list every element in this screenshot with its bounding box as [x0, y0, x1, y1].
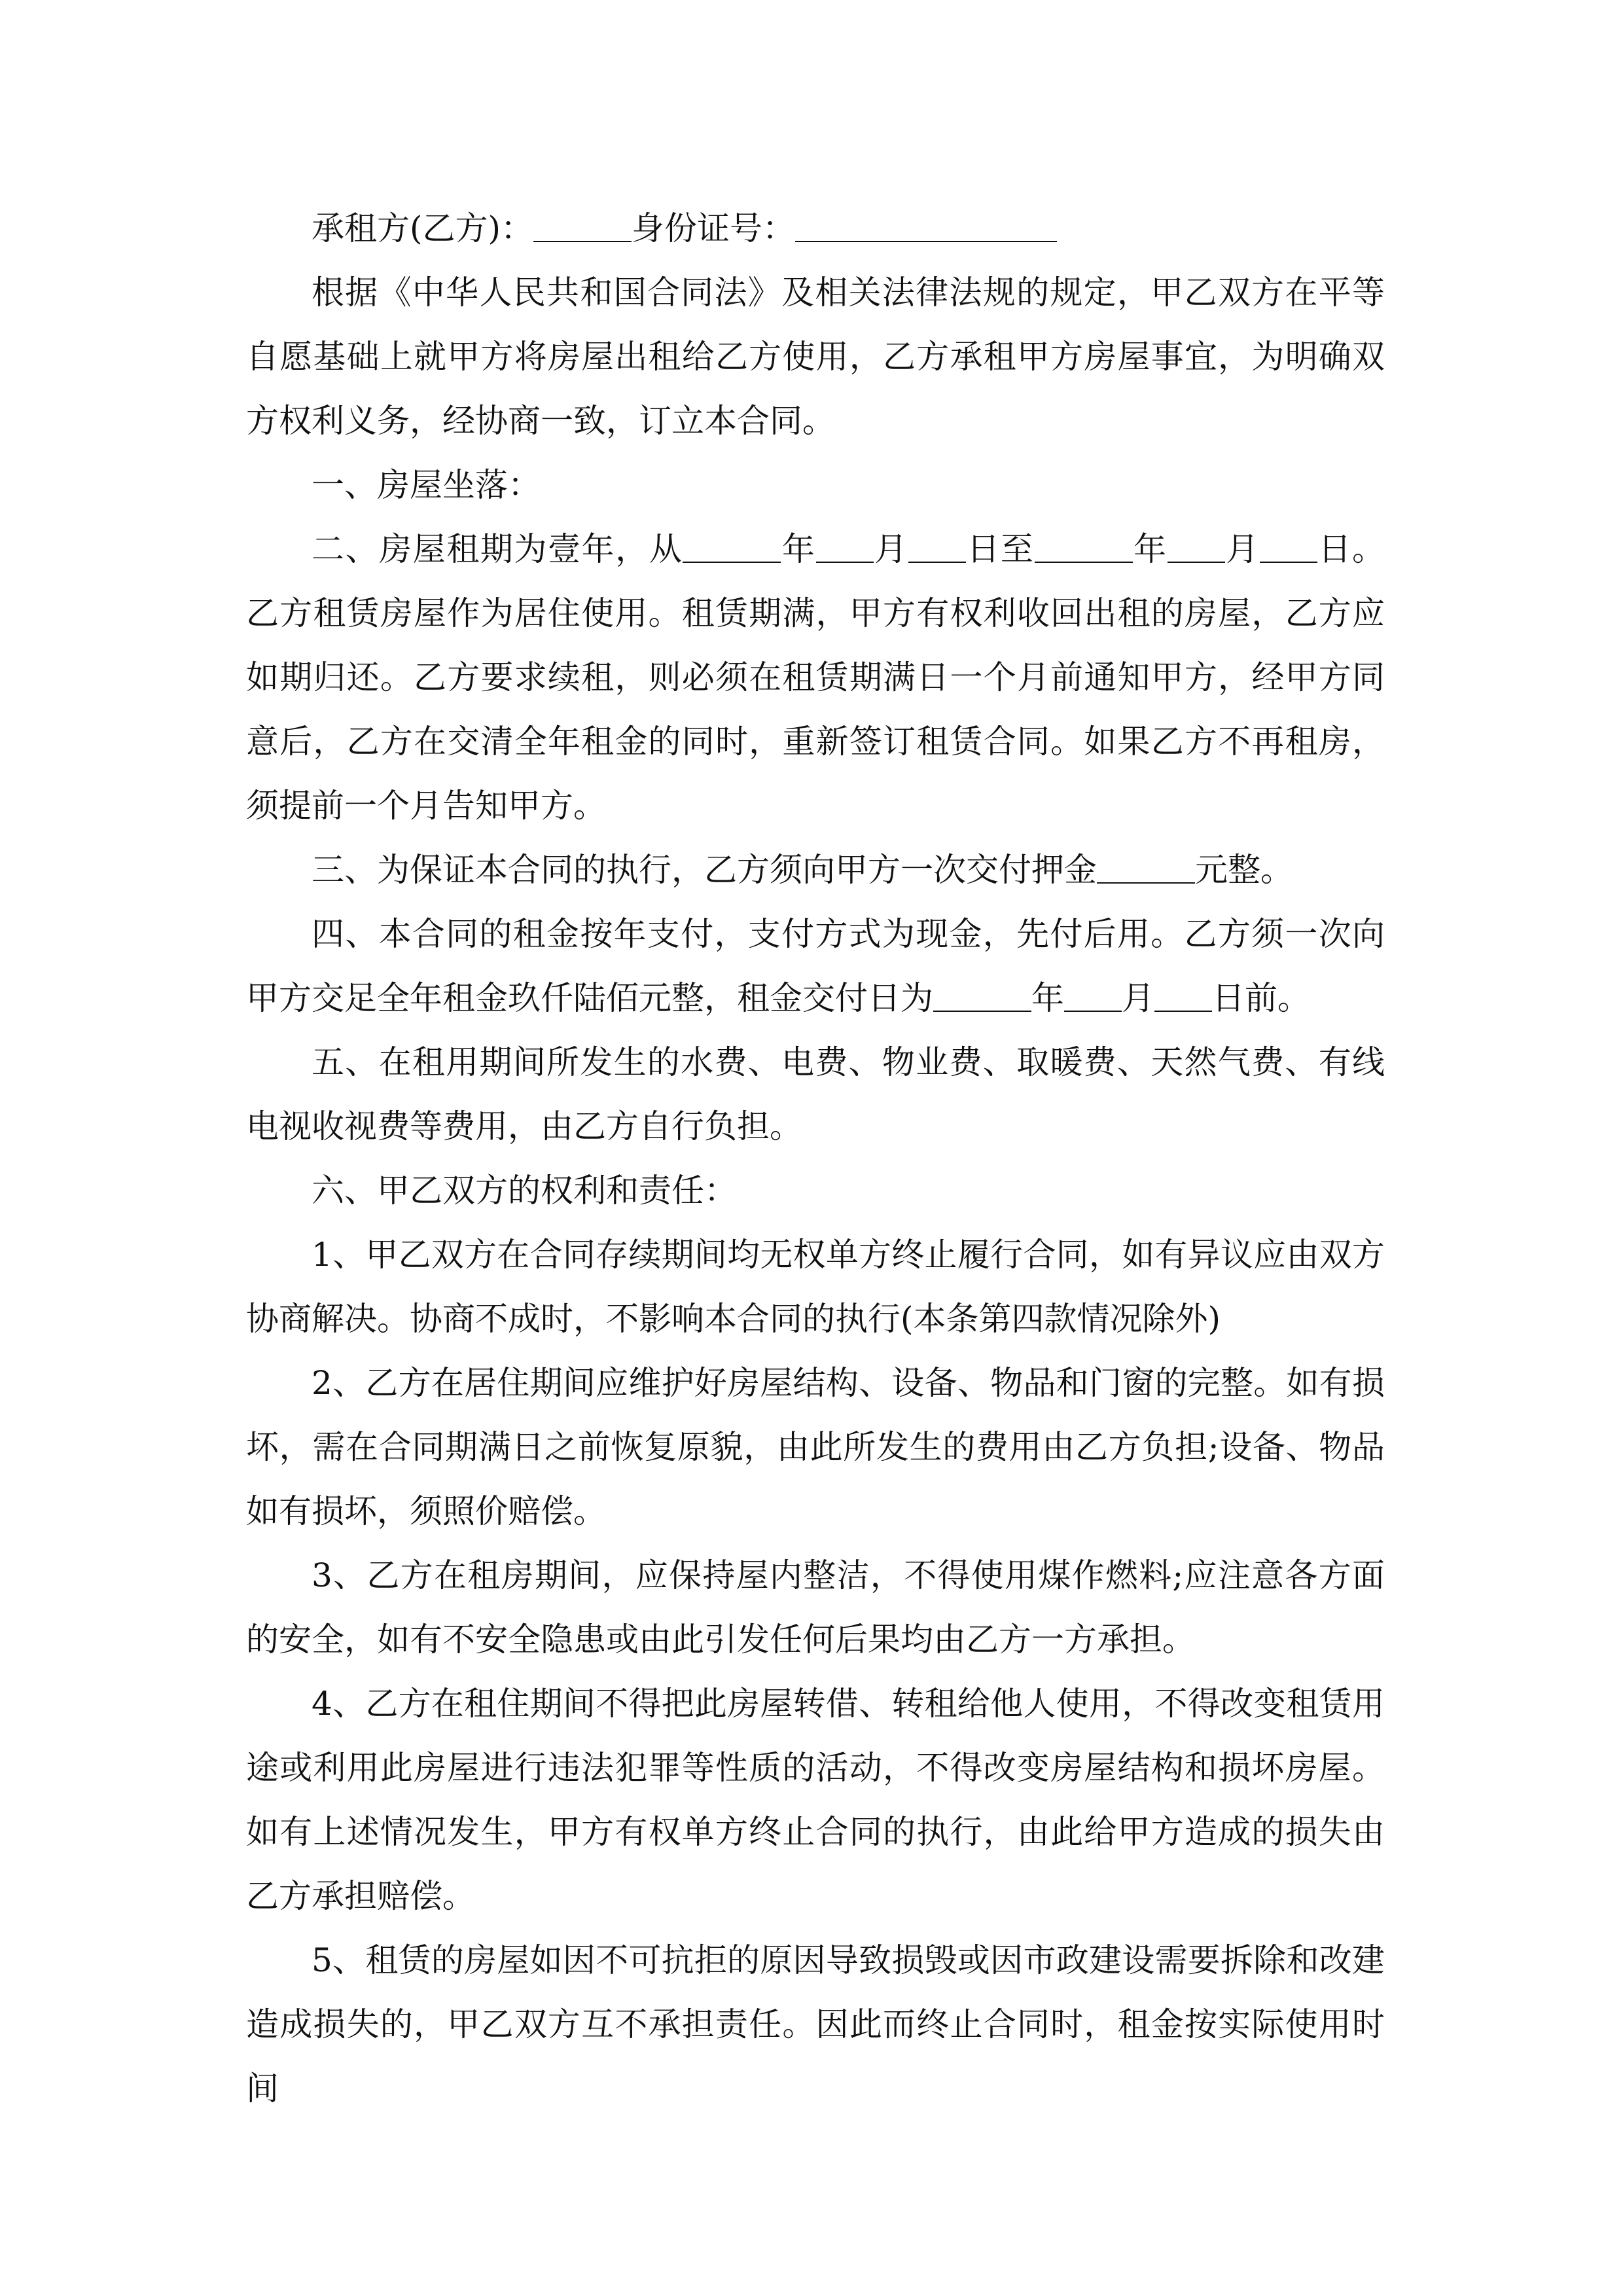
- pay-month-blank: [1064, 979, 1122, 1012]
- start-day-label: 日至: [965, 530, 1035, 568]
- clause-5-fees: 五、在租用期间所发生的水费、电费、物业费、取暖费、天然气费、有线电视收视费等费用，由乙方自行负担。: [246, 1043, 1385, 1145]
- pay-month-label: 月: [1122, 979, 1154, 1017]
- deposit-amount-blank: [1097, 851, 1195, 884]
- end-year-label: 年: [1132, 530, 1168, 568]
- clause-3-suffix: 元整。: [1195, 851, 1293, 889]
- tenant-label: 承租方(乙方)：: [312, 209, 534, 247]
- clause-2-prefix: 二、房屋租期为壹年，从: [312, 530, 683, 568]
- clause-6-item-2: 2、乙方在居住期间应维护好房屋结构、设备、物品和门窗的完整。如有损坏，需在合同期满日之前恢复原貌，由此所发生的费用由乙方负担;设备、物品如有损坏，须照价赔偿。: [246, 1364, 1385, 1530]
- start-month-label: 月: [873, 530, 908, 568]
- clause-3-prefix: 三、为保证本合同的执行，乙方须向甲方一次交付押金: [312, 851, 1097, 889]
- clause-6-item-1: 1、甲乙双方在合同存续期间均无权单方终止履行合同，如有异议应由双方协商解决。协商不成时，不影响本合同的执行(本条第四款情况除外): [246, 1236, 1385, 1338]
- start-month-blank: [816, 530, 874, 563]
- clause-1-location: 一、房屋坐落：: [312, 466, 541, 504]
- pay-year-label: 年: [1031, 979, 1064, 1017]
- start-day-blank: [908, 530, 966, 563]
- start-year-label: 年: [781, 530, 816, 568]
- clause-2-rest: 乙方租赁房屋作为居住使用。租赁期满，甲方有权利收回出租的房屋，乙方应如期归还。乙方要求续租，则必须在租赁期满日一个月前通知甲方，经甲方同意后，乙方在交清全年租金的同时，重新签订租赁合同。如果乙方不再租房，须提前一个月告知甲方。: [246, 594, 1385, 825]
- clause-6-item-3: 3、乙方在租房期间，应保持屋内整洁，不得使用煤作燃料;应注意各方面的安全，如有不安全隐患或由此引发任何后果均由乙方一方承担。: [246, 1556, 1385, 1659]
- end-month-blank: [1168, 530, 1225, 563]
- pay-year-blank: [933, 979, 1031, 1012]
- clause-4-prefix: 四、本合同的租金按年支付，支付方式为现金，先付后用。乙方须一次向甲方交足全年租金玖仟陆佰元整，租金交付日为: [246, 915, 1385, 1017]
- end-day-blank: [1260, 530, 1317, 563]
- pay-day-blank: [1154, 979, 1212, 1012]
- end-month-label: 月: [1224, 530, 1260, 568]
- clause-6-item-4: 4、乙方在租住期间不得把此房屋转借、转租给他人使用，不得改变租赁用途或利用此房屋进行违法犯罪等性质的活动，不得改变房屋结构和损坏房屋。如有上述情况发生，甲方有权单方终止合同的执行，由此给甲方造成的损失由乙方承担赔偿。: [246, 1685, 1385, 1915]
- end-year-blank: [1035, 530, 1133, 563]
- id-number-blank: [795, 209, 1057, 242]
- clause-4-rent: [246, 902, 1385, 1030]
- clause-3-deposit: [246, 838, 1385, 902]
- intro-paragraph: 根据《中华人民共和国合同法》及相关法律法规的规定，甲乙双方在平等自愿基础上就甲方将房屋出租给乙方使用，乙方承租甲方房屋事宜，为明确双方权利义务，经协商一致，订立本合同。: [246, 274, 1385, 440]
- id-number-label: 身份证号：: [632, 209, 796, 247]
- clause-2-term: [246, 517, 1385, 838]
- start-year-blank: [683, 530, 781, 563]
- tenant-name-blank: [533, 209, 632, 242]
- tenant-line: [246, 196, 1385, 260]
- clause-6-item-5: 5、租赁的房屋如因不可抗拒的原因导致损毁或因市政建设需要拆除和改建造成损失的，甲乙双方互不承担责任。因此而终止合同时，租金按实际使用时间: [246, 1941, 1385, 2108]
- clause-6-heading: 六、甲乙双方的权利和责任：: [312, 1172, 737, 1210]
- end-day-label: 日。: [1317, 530, 1385, 568]
- pay-day-label: 日前。: [1212, 979, 1310, 1017]
- contract-body: [246, 196, 1385, 2121]
